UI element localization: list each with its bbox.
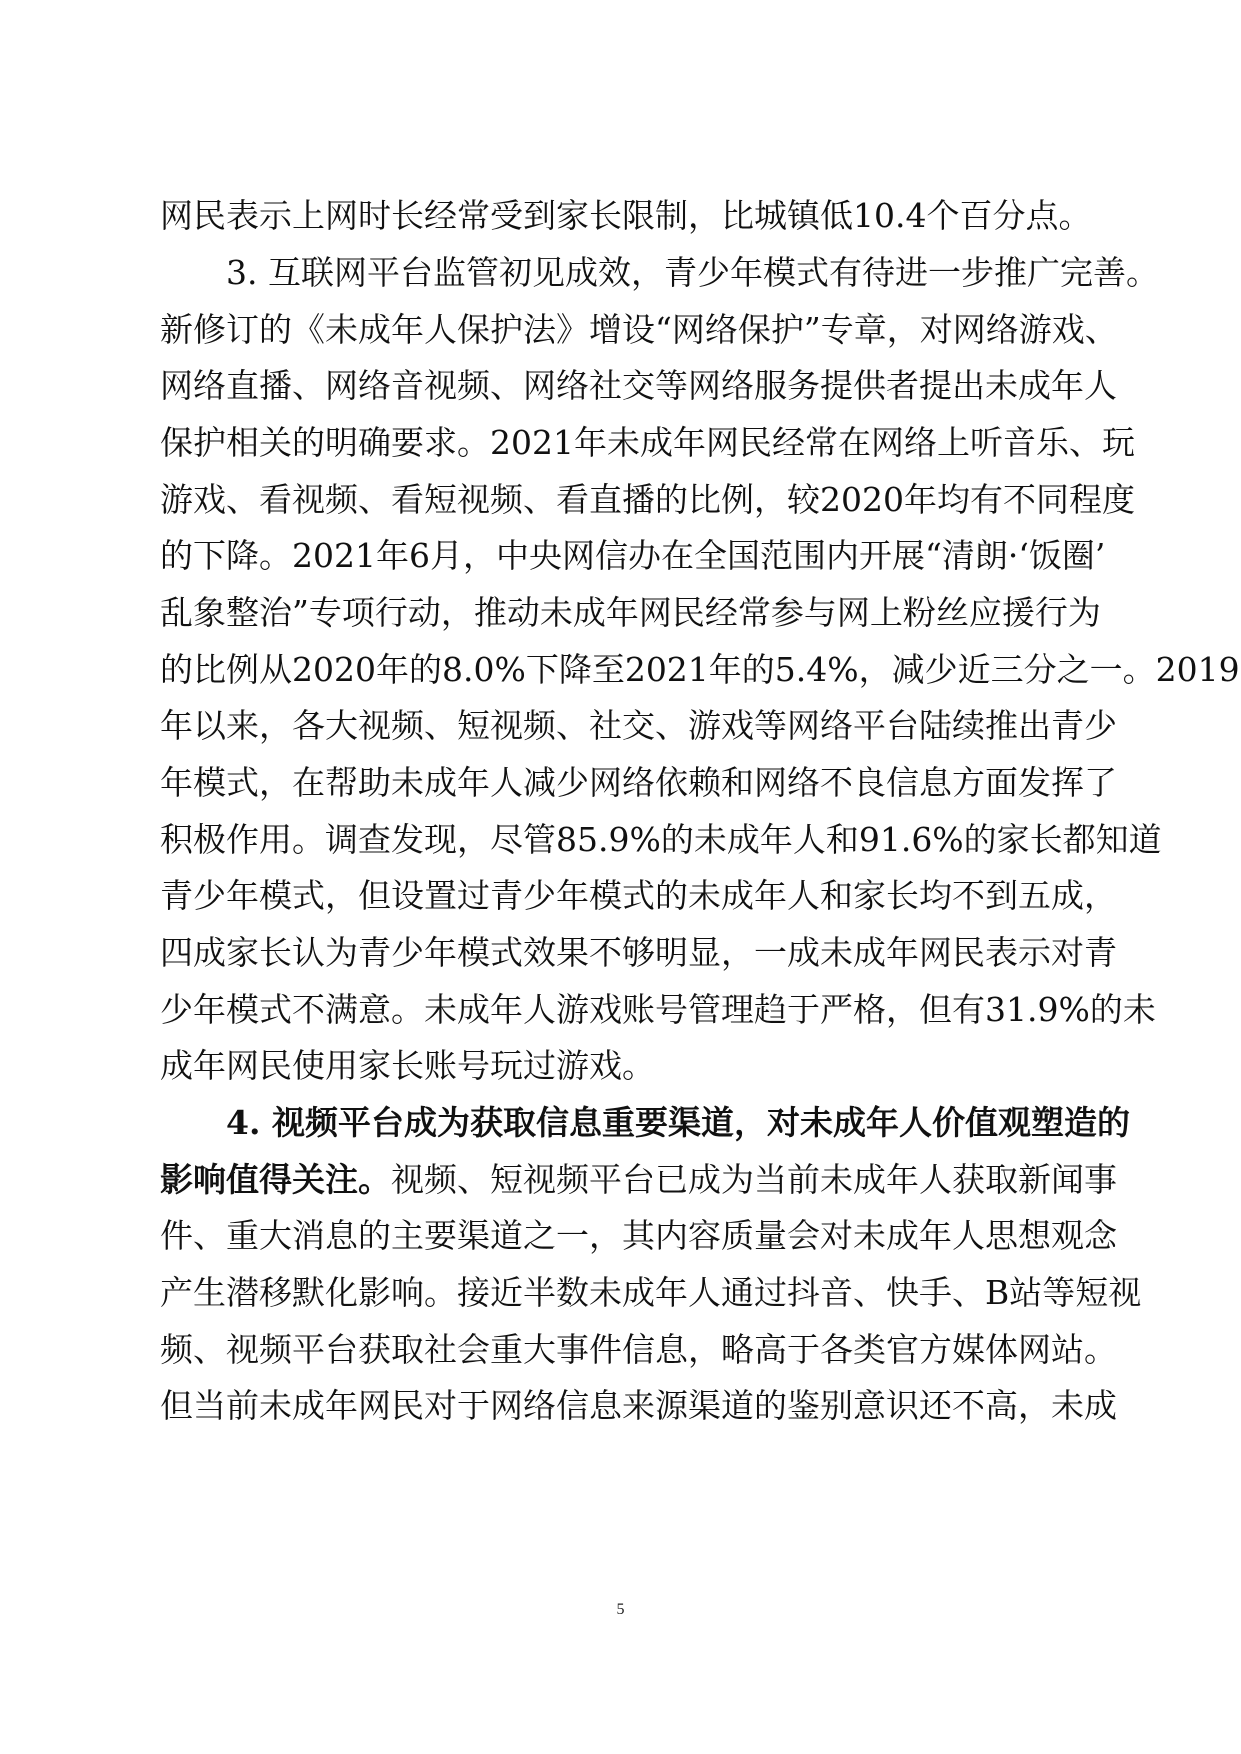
text-line: 年以来，各大视频、短视频、社交、游戏等网络平台陆续推出青少 bbox=[160, 706, 1117, 745]
text-line: 但当前未成年网民对于网络信息来源渠道的鉴别意识还不高，未成 bbox=[160, 1386, 1117, 1425]
text-line: 保护相关的明确要求。2021年未成年网民经常在网络上听音乐、玩 bbox=[160, 423, 1135, 462]
section-heading-3: 3. 互联网平台监管初见成效，青少年模式有待进一步推广完善。 bbox=[226, 253, 1159, 292]
text-line: 频、视频平台获取社会重大事件信息，略高于各类官方媒体网站。 bbox=[160, 1330, 1117, 1369]
text-line: 产生潜移默化影响。接近半数未成年人通过抖音、快手、B站等短视 bbox=[160, 1273, 1142, 1312]
text-line: 成年网民使用家长账号玩过游戏。 bbox=[160, 1046, 655, 1085]
text-line bbox=[160, 1160, 1117, 1200]
text-line: 少年模式不满意。未成年人游戏账号管理趋于严格，但有31.9%的未 bbox=[160, 990, 1156, 1029]
text-line: 乱象整治”专项行动，推动未成年网民经常参与网上粉丝应援行为 bbox=[160, 593, 1101, 632]
section-heading-4-continuation: 影响值得关注。 bbox=[160, 1160, 391, 1199]
text-line: 网络直播、网络音视频、网络社交等网络服务提供者提出未成年人 bbox=[160, 366, 1117, 405]
text-line: 网民表示上网时长经常受到家长限制，比城镇低10.4个百分点。 bbox=[160, 196, 1092, 235]
paragraph-text: 视频、短视频平台已成为当前未成年人获取新闻事 bbox=[391, 1160, 1117, 1199]
text-line: 新修订的《未成年人保护法》增设“网络保护”专章，对网络游戏、 bbox=[160, 310, 1118, 349]
text-line: 的比例从2020年的8.0%下降至2021年的5.4%，减少近三分之一。2019 bbox=[160, 650, 1240, 689]
text-line: 件、重大消息的主要渠道之一，其内容质量会对未成年人思想观念 bbox=[160, 1216, 1117, 1255]
text-line: 青少年模式，但设置过青少年模式的未成年人和家长均不到五成， bbox=[160, 876, 1117, 915]
text-line: 的下降。2021年6月，中央网信办在全国范围内开展“清朗·‘饭圈’ bbox=[160, 536, 1106, 575]
text-line: 年模式，在帮助未成年人减少网络依赖和网络不良信息方面发挥了 bbox=[160, 763, 1117, 802]
text-line: 四成家长认为青少年模式效果不够明显，一成未成年网民表示对青 bbox=[160, 933, 1117, 972]
section-heading-4: 4. 视频平台成为获取信息重要渠道，对未成年人价值观塑造的 bbox=[226, 1103, 1130, 1142]
text-line: 游戏、看视频、看短视频、看直播的比例，较2020年均有不同程度 bbox=[160, 480, 1135, 519]
text-line: 积极作用。调查发现，尽管85.9%的未成年人和91.6%的家长都知道 bbox=[160, 820, 1162, 859]
page-number: 5 bbox=[616, 1601, 625, 1618]
